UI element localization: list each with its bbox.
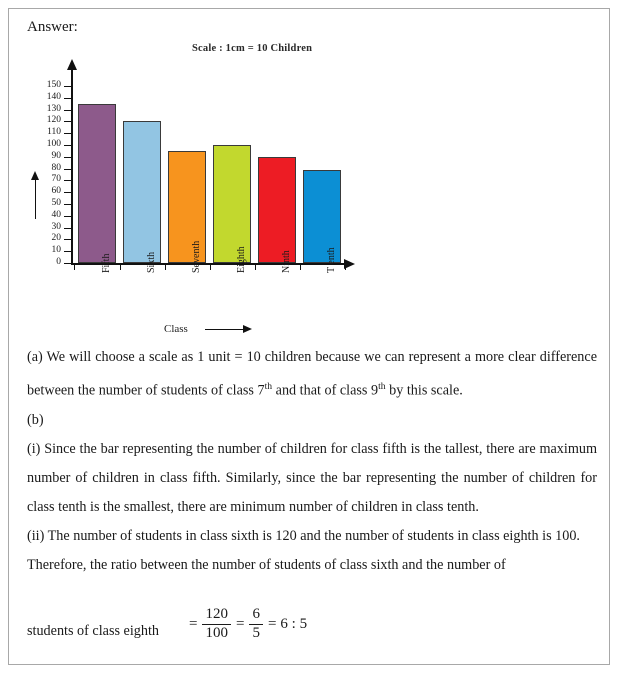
- y-axis-tick-label-text: 130: [46, 103, 61, 114]
- y-axis-tick-label: [37, 81, 61, 91]
- final-equation-line: [27, 607, 597, 642]
- y-axis-tick-label: [37, 211, 61, 221]
- y-axis-tick-label: [37, 199, 61, 209]
- bar-fifth: [78, 104, 116, 263]
- fraction-1-numerator: 120: [205, 606, 228, 622]
- y-axis-tick-label-text: 20: [51, 233, 61, 244]
- y-axis-tick-label: [37, 175, 61, 185]
- y-axis-tick-label-text: 80: [51, 162, 61, 173]
- y-axis-tick-label-text: 0: [56, 257, 61, 267]
- y-axis-tick-label: [37, 234, 61, 244]
- paragraph-part-b-i: (i) Since the bar representing the number of children for class fifth is the tallest, there are maximum number of children in class fifth. Similarly, since the bar representing the number of children for class tenth is the smallest, there are minimum number of children in class tenth.: [27, 440, 597, 515]
- y-axis-tick: [64, 169, 72, 170]
- y-axis-tick: [64, 110, 72, 111]
- y-axis-tick-label: [37, 152, 61, 162]
- y-axis-tick-label-text: 120: [46, 115, 61, 126]
- y-axis-tick: [64, 216, 72, 217]
- y-axis-tick: [64, 192, 72, 193]
- y-axis-tick-label: [37, 105, 61, 115]
- equals-sign-3: =: [267, 616, 277, 632]
- ratio-equation: [187, 607, 309, 642]
- y-axis-tick: [64, 98, 72, 99]
- x-axis-tick: [165, 264, 166, 270]
- y-axis-tick: [64, 239, 72, 240]
- paragraph-part-b-ii: (ii) The number of students in class sixth is 120 and the number of students in class eighth is 100.: [27, 527, 580, 544]
- fraction-120-over-100: [202, 607, 231, 642]
- y-axis-tick-label-text: 60: [51, 186, 61, 197]
- x-axis-label-fifth: Fifth: [101, 253, 112, 273]
- paragraph-part-b-label: (b): [27, 411, 44, 428]
- y-axis-tick-label-text: 110: [47, 127, 61, 138]
- x-axis-title-arrow-line: [205, 329, 245, 330]
- fraction-1-denominator: 100: [205, 625, 228, 642]
- explanation-text: [27, 343, 597, 580]
- x-axis-tick: [255, 264, 256, 270]
- y-axis-tick: [64, 180, 72, 181]
- equals-sign-1: =: [189, 616, 198, 632]
- final-lead-text: students of class eighth: [27, 623, 160, 639]
- part-a-pre: (a) We will choose a scale as 1 unit = 10 children because we can represent a more clear difference between the number of students of class 7: [27, 349, 597, 399]
- x-axis-label-seventh: Seventh: [191, 240, 202, 273]
- y-axis-tick-label: [37, 246, 61, 256]
- x-axis-line: [71, 263, 346, 265]
- x-axis-title-arrow-icon: [243, 325, 252, 333]
- y-axis-tick: [64, 121, 72, 122]
- y-axis-tick: [64, 86, 72, 87]
- bar-ninth: [258, 157, 296, 263]
- bar-eighth: [213, 145, 251, 263]
- x-axis-label-eighth: Eighth: [236, 246, 247, 273]
- y-axis-title-arrow-line: [35, 179, 36, 219]
- x-axis-label-tenth: T enth: [326, 247, 337, 273]
- part-a-sup-1: th: [264, 381, 273, 392]
- x-axis-title: Class: [164, 323, 188, 335]
- y-axis-tick-label-text: 150: [46, 80, 61, 90]
- y-axis-tick: [64, 145, 72, 146]
- y-axis-arrow-icon: [67, 59, 77, 70]
- chart-plot-area: [9, 31, 609, 341]
- y-axis-tick: [64, 263, 72, 264]
- x-axis-tick: [120, 264, 121, 270]
- answer-heading: Answer:: [27, 19, 78, 35]
- chart-scale-note: Scale : 1cm = 10 Children: [192, 43, 313, 54]
- paragraph-therefore: Therefore, the ratio between the number of students of class sixth and the number of: [27, 556, 506, 573]
- x-axis-label-ninth: Ninth: [281, 250, 292, 273]
- part-a-post: by this scale.: [385, 382, 463, 399]
- y-axis-title-arrow-icon: [31, 171, 39, 180]
- x-axis-label-sixth: Sixth: [146, 251, 157, 273]
- y-axis-tick-label: [37, 258, 61, 268]
- y-axis-tick-label: [37, 116, 61, 126]
- x-axis-tick: [210, 264, 211, 270]
- x-axis-tick: [74, 264, 75, 270]
- equals-sign-2: =: [235, 616, 245, 632]
- y-axis-tick-label: [37, 164, 61, 174]
- ratio-result: 6 : 5: [280, 616, 308, 632]
- fraction-2-denominator: 5: [252, 625, 260, 642]
- paragraph-part-a: [27, 343, 597, 406]
- bar-sixth: [123, 121, 161, 263]
- y-axis-tick-label-text: 10: [51, 245, 61, 256]
- part-a-mid: and that of class 9: [272, 382, 379, 399]
- y-axis-tick-label-text: 140: [46, 91, 61, 102]
- fraction-2-numerator: 6: [252, 606, 260, 622]
- y-axis-tick: [64, 204, 72, 205]
- y-axis-tick-label-text: 50: [51, 198, 61, 208]
- y-axis-tick-label-text: 30: [51, 221, 61, 232]
- y-axis-tick-label: [37, 93, 61, 103]
- bar-chart: [9, 31, 609, 341]
- y-axis-tick-label: [37, 140, 61, 150]
- y-axis-tick: [64, 228, 72, 229]
- answer-page: [8, 8, 610, 665]
- y-axis-tick-label-text: 40: [51, 209, 61, 220]
- y-axis-tick-label: [37, 223, 61, 233]
- x-axis-tick: [345, 264, 346, 270]
- y-axis-tick-label-text: 100: [46, 139, 61, 149]
- y-axis-tick: [64, 251, 72, 252]
- x-axis-tick: [300, 264, 301, 270]
- y-axis-tick: [64, 157, 72, 158]
- y-axis-tick-label: [37, 128, 61, 138]
- part-a-sup-2: th: [378, 381, 386, 392]
- y-axis-tick-label-text: 70: [51, 174, 61, 185]
- y-axis-tick-label: [37, 187, 61, 197]
- y-axis-tick: [64, 133, 72, 134]
- fraction-6-over-5: [249, 607, 263, 642]
- y-axis-tick-label-text: 90: [51, 150, 61, 161]
